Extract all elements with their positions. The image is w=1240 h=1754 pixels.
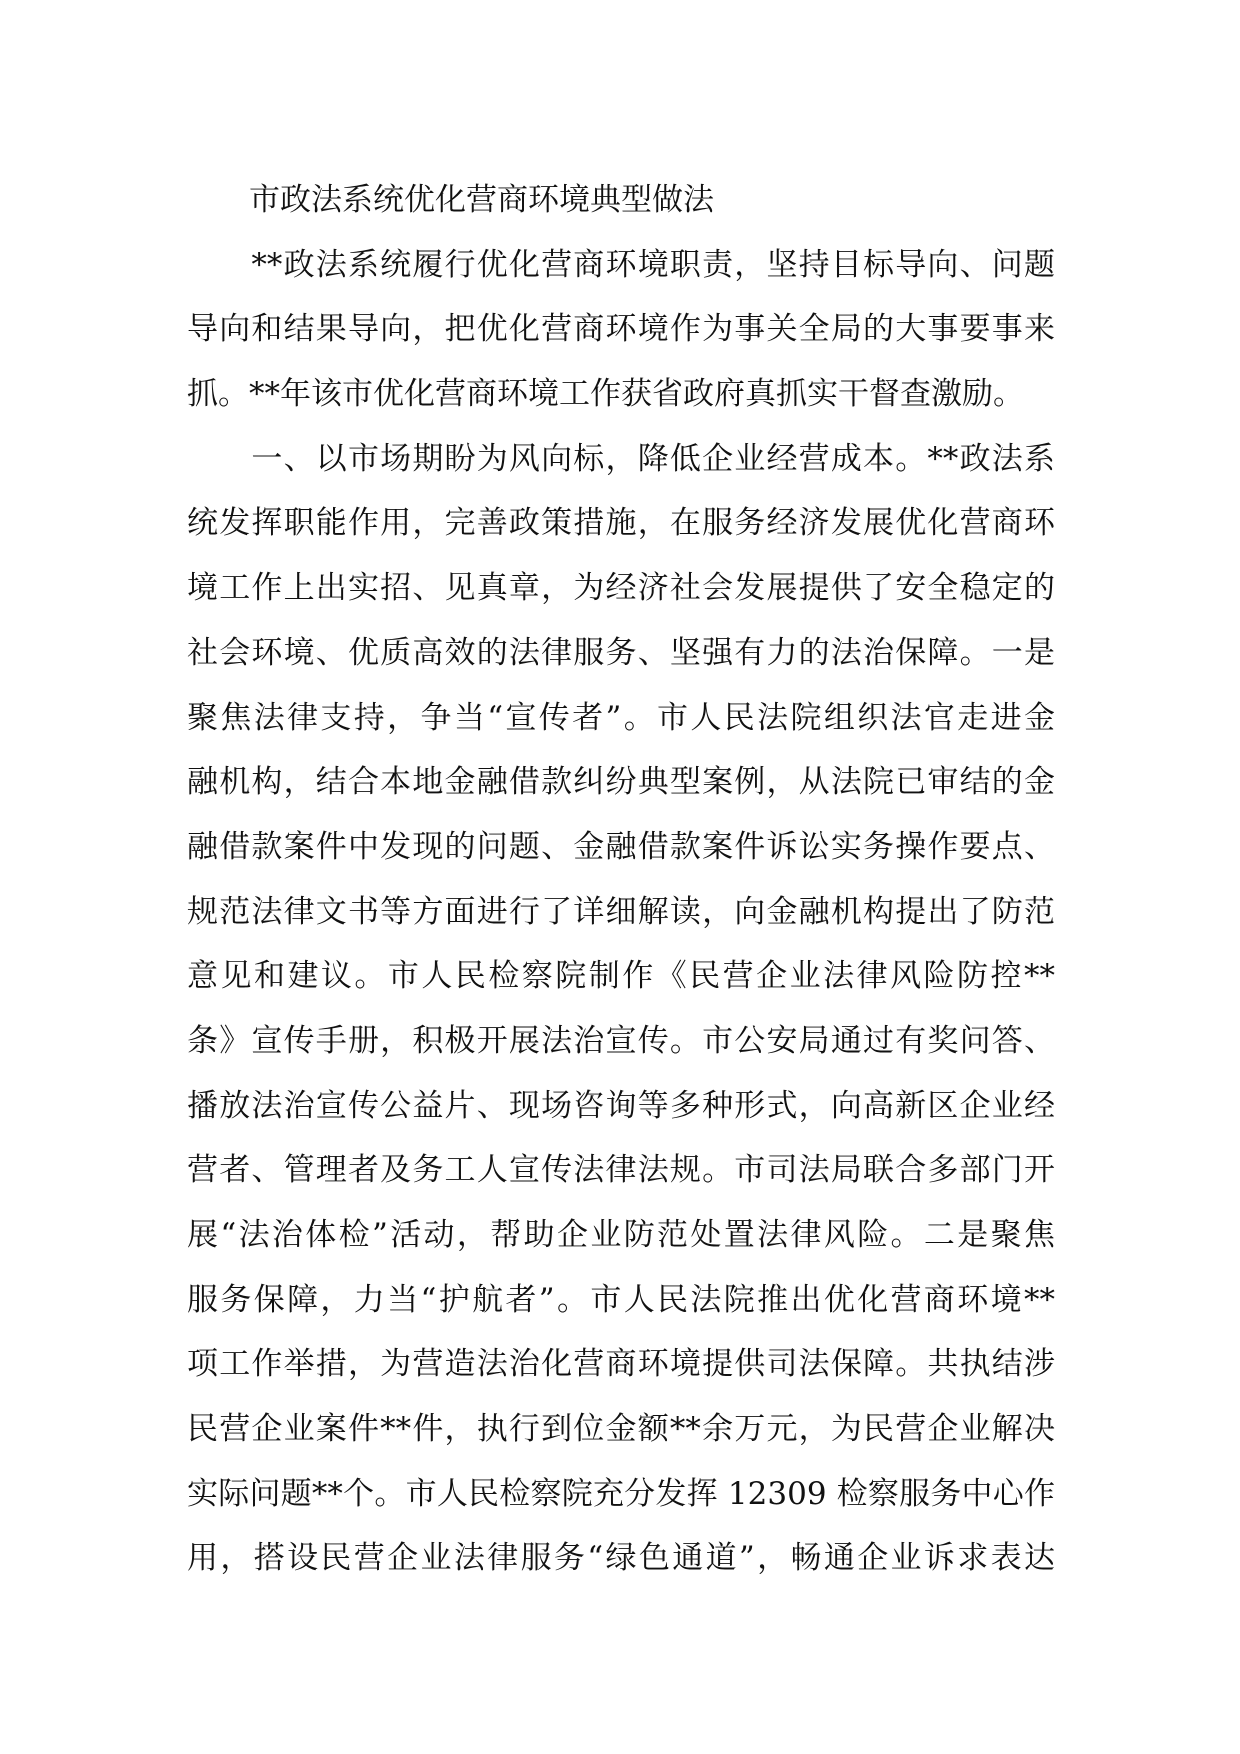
body-line: 导向和结果导向，把优化营商环境作为事关全局的大事要事来 [187,311,1055,348]
body-line: 境工作上出实招、见真章，为经济社会发展提供了安全稳定的 [187,570,1055,607]
body-line: 展“法治体检”活动，帮助企业防范处置法律风险。二是聚焦 [187,1217,1055,1253]
body-line: 统发挥职能作用，完善政策措施，在服务经济发展优化营商环 [187,505,1055,542]
body-line: 条》宣传手册，积极开展法治宣传。市公安局通过有奖问答、 [187,1022,1055,1059]
body-line: 意见和建议。市人民检察院制作《民营企业法律风险防控** [187,958,1055,995]
body-line: **政法系统履行优化营商环境职责，坚持目标导向、问题 [187,246,1055,283]
body-line: 用，搭设民营企业法律服务“绿色通道”，畅通企业诉求表达 [187,1540,1055,1577]
body-line: 营者、管理者及务工人宣传法律法规。市司法局联合多部门开 [187,1152,1055,1189]
body-line: 规范法律文书等方面进行了详细解读，向金融机构提出了防范 [187,893,1055,930]
body-line: 项工作举措，为营造法治化营商环境提供司法保障。共执结涉 [187,1346,1055,1383]
body-line: 实际问题**个。市人民检察院充分发挥 12309 检察服务中心作 [187,1475,1055,1512]
body-line: 播放法治宣传公益片、现场咨询等多种形式，向高新区企业经 [187,1087,1055,1124]
body-line: 聚焦法律支持，争当“宣传者”。市人民法院组织法官走进金 [187,699,1055,736]
document-body [187,168,1055,1591]
body-line: 服务保障，力当“护航者”。市人民法院推出优化营商环境** [187,1281,1055,1318]
body-line: 民营企业案件**件，执行到位金额**余万元，为民营企业解决 [187,1411,1055,1448]
section-heading-line: 一、以市场期盼为风向标，降低企业经营成本。**政法系 [187,440,1055,477]
body-line: 抓。**年该市优化营商环境工作获省政府真抓实干督查激励。 [187,376,1024,413]
body-line: 融借款案件中发现的问题、金融借款案件诉讼实务操作要点、 [187,828,1055,865]
body-line: 融机构，结合本地金融借款纠纷典型案例，从法院已审结的金 [187,764,1055,801]
body-line: 社会环境、优质高效的法律服务、坚强有力的法治保障。一是 [187,634,1055,671]
document-title: 市政法系统优化营商环境典型做法 [187,182,714,218]
